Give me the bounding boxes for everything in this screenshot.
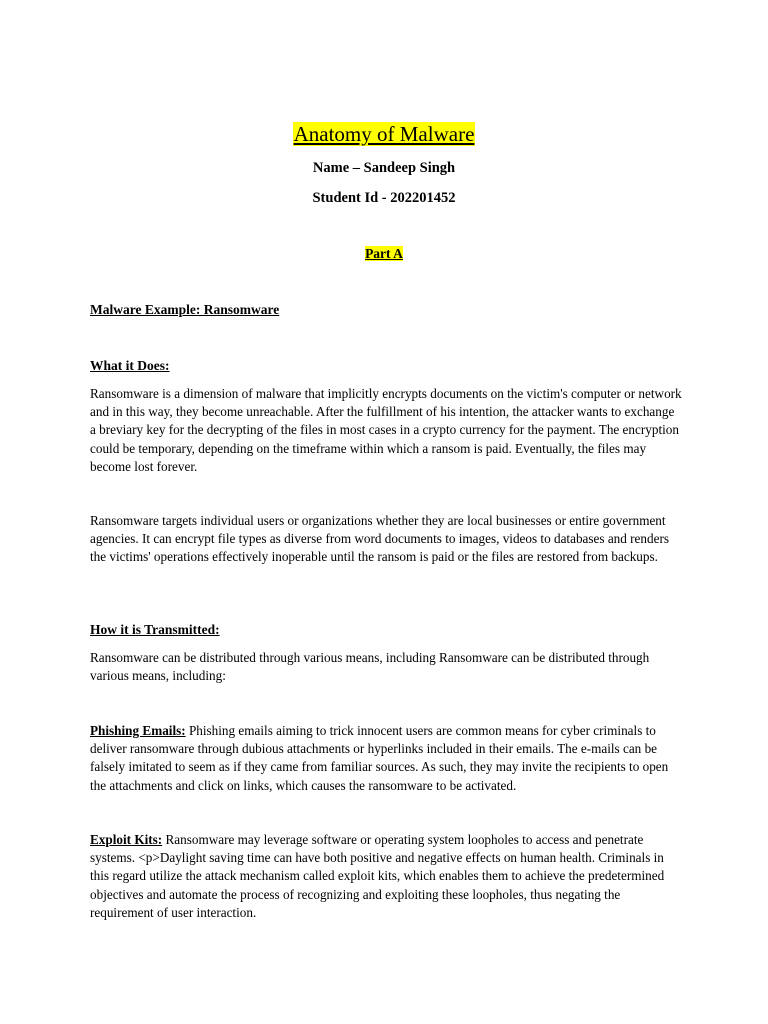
exploit-kits-paragraph bbox=[90, 831, 682, 922]
document-title-text: Anatomy of Malware bbox=[293, 122, 475, 146]
phishing-emails-text: Phishing emails aiming to trick innocent users are common means for cyber criminals to deliver ransomware through dubious attachments or hyperlinks included in their emails. The e-mails can be falsely imitated to seem as if they came from familiar sources. As such, they may invite the recipients to open the attachments and click on links, which causes the ransomware to be activated. bbox=[90, 723, 669, 793]
transmitted-paragraph: Ransomware can be distributed through various means, including Ransomware can be distributed through various means, including: bbox=[90, 650, 650, 684]
what-it-does-heading: What it Does: bbox=[90, 358, 170, 373]
part-label-text: Part A bbox=[365, 246, 403, 261]
student-id: Student Id - 202201452 bbox=[312, 190, 456, 206]
exploit-kits-text: Ransomware may leverage software or operating system loopholes to access and penetrate systems. <p>Daylight saving time can have both positive and negative effects on human health. Criminals in this regard utilize the attack mechanism called exploit kits, which enables them to achieve the predetermined objectives and automate the process of recognizing and exploiting these loopholes, thus negating the requirement of user interaction. bbox=[90, 832, 665, 920]
phishing-emails-paragraph bbox=[90, 722, 682, 795]
what-it-does-paragraph-1: Ransomware is a dimension of malware that implicitly encrypts documents on the victim's computer or network and in this way, they become unreachable. After the fulfillment of his intention, the attacker wants to exchange a breviary key for the decrypting of the files in most cases in a crypto currency for the payment. The encryption could be temporary, depending on the timeframe within which a ransom is paid. Eventually, the files may become lost forever. bbox=[90, 386, 682, 474]
exploit-kits-lead: Exploit Kits: bbox=[90, 832, 163, 847]
phishing-emails-lead: Phishing Emails: bbox=[90, 723, 186, 738]
malware-example-heading: Malware Example: Ransomware bbox=[90, 302, 280, 317]
part-label bbox=[0, 245, 768, 263]
student-name: Name – Sandeep Singh bbox=[312, 160, 456, 176]
document-title bbox=[0, 120, 768, 148]
transmitted-heading: How it is Transmitted: bbox=[90, 622, 220, 637]
what-it-does-paragraph-2: Ransomware targets individual users or organizations whether they are local businesses or entire government agencies. It can encrypt file types as diverse from word documents to images, videos to databases and renders the victims' operations effectively inoperable until the ransom is paid or the files are restored from backups. bbox=[90, 513, 669, 565]
